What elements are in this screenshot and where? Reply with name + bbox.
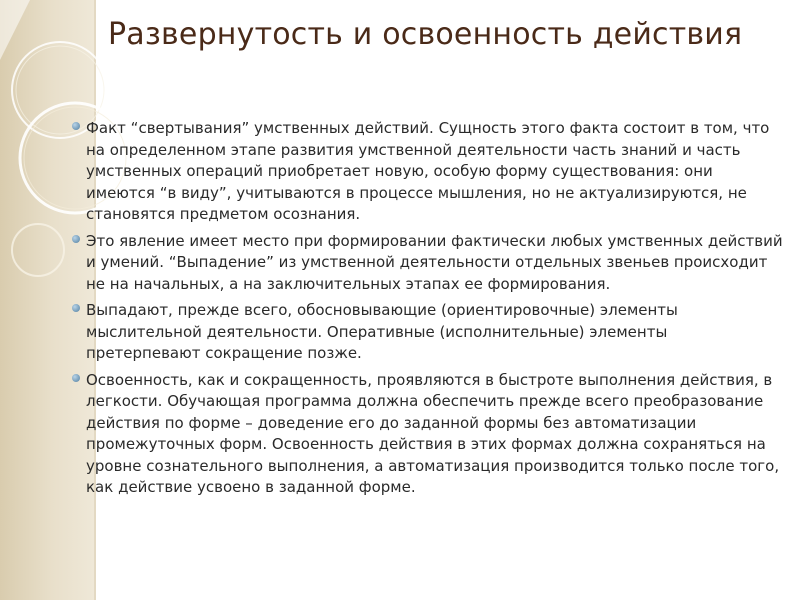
bullet-text: Освоенность, как и сокращенность, проявляются в быстроте выполнения действия, в легкости. Обучающая программа должна обеспечить прежде всего преобразование действия по форме – доведение его до заданной формы без автоматизации промежуточных форм. Освоенность действия в этих формах должна сохраняться на уровне сознательного выполнения, а автоматизация производится только после того, как действие усвоено в заданной форме.: [86, 370, 780, 496]
bullet-item: [72, 231, 784, 296]
bullet-marker-icon: [72, 374, 80, 382]
bullet-text: Выпадают, прежде всего, обосновывающие (ориентировочные) элементы мыслительной деятельности. Оперативные (исполнительные) элементы претерпевают сокращение позже.: [86, 301, 678, 362]
bullet-marker-icon: [72, 304, 80, 312]
bullet-item: [72, 300, 784, 365]
bullet-text: Это явление имеет место при формировании фактически любых умственных действий и умений. “Выпадение” из умственной деятельности отдельных звеньев происходит не на начальных, а на заключительных этапах ее формирования.: [86, 231, 783, 293]
bullet-list: [72, 118, 784, 504]
bullet-marker-icon: [72, 235, 80, 243]
bullet-item: [72, 370, 784, 499]
bullet-text: Факт “свертывания” умственных действий. Сущность этого факта состоит в том, что на определенном этапе развития умственной деятельности часть знаний и часть умственных операций приобретает новую, особую форму существования: они имеются “в виду”, учитываются в процессе мышления, но не актуализируются, не становятся предметом осознания.: [86, 119, 770, 223]
bullet-marker-icon: [72, 122, 80, 130]
slide-title: Развернутость и освоенность действия: [108, 17, 743, 52]
bullet-item: [72, 118, 784, 226]
